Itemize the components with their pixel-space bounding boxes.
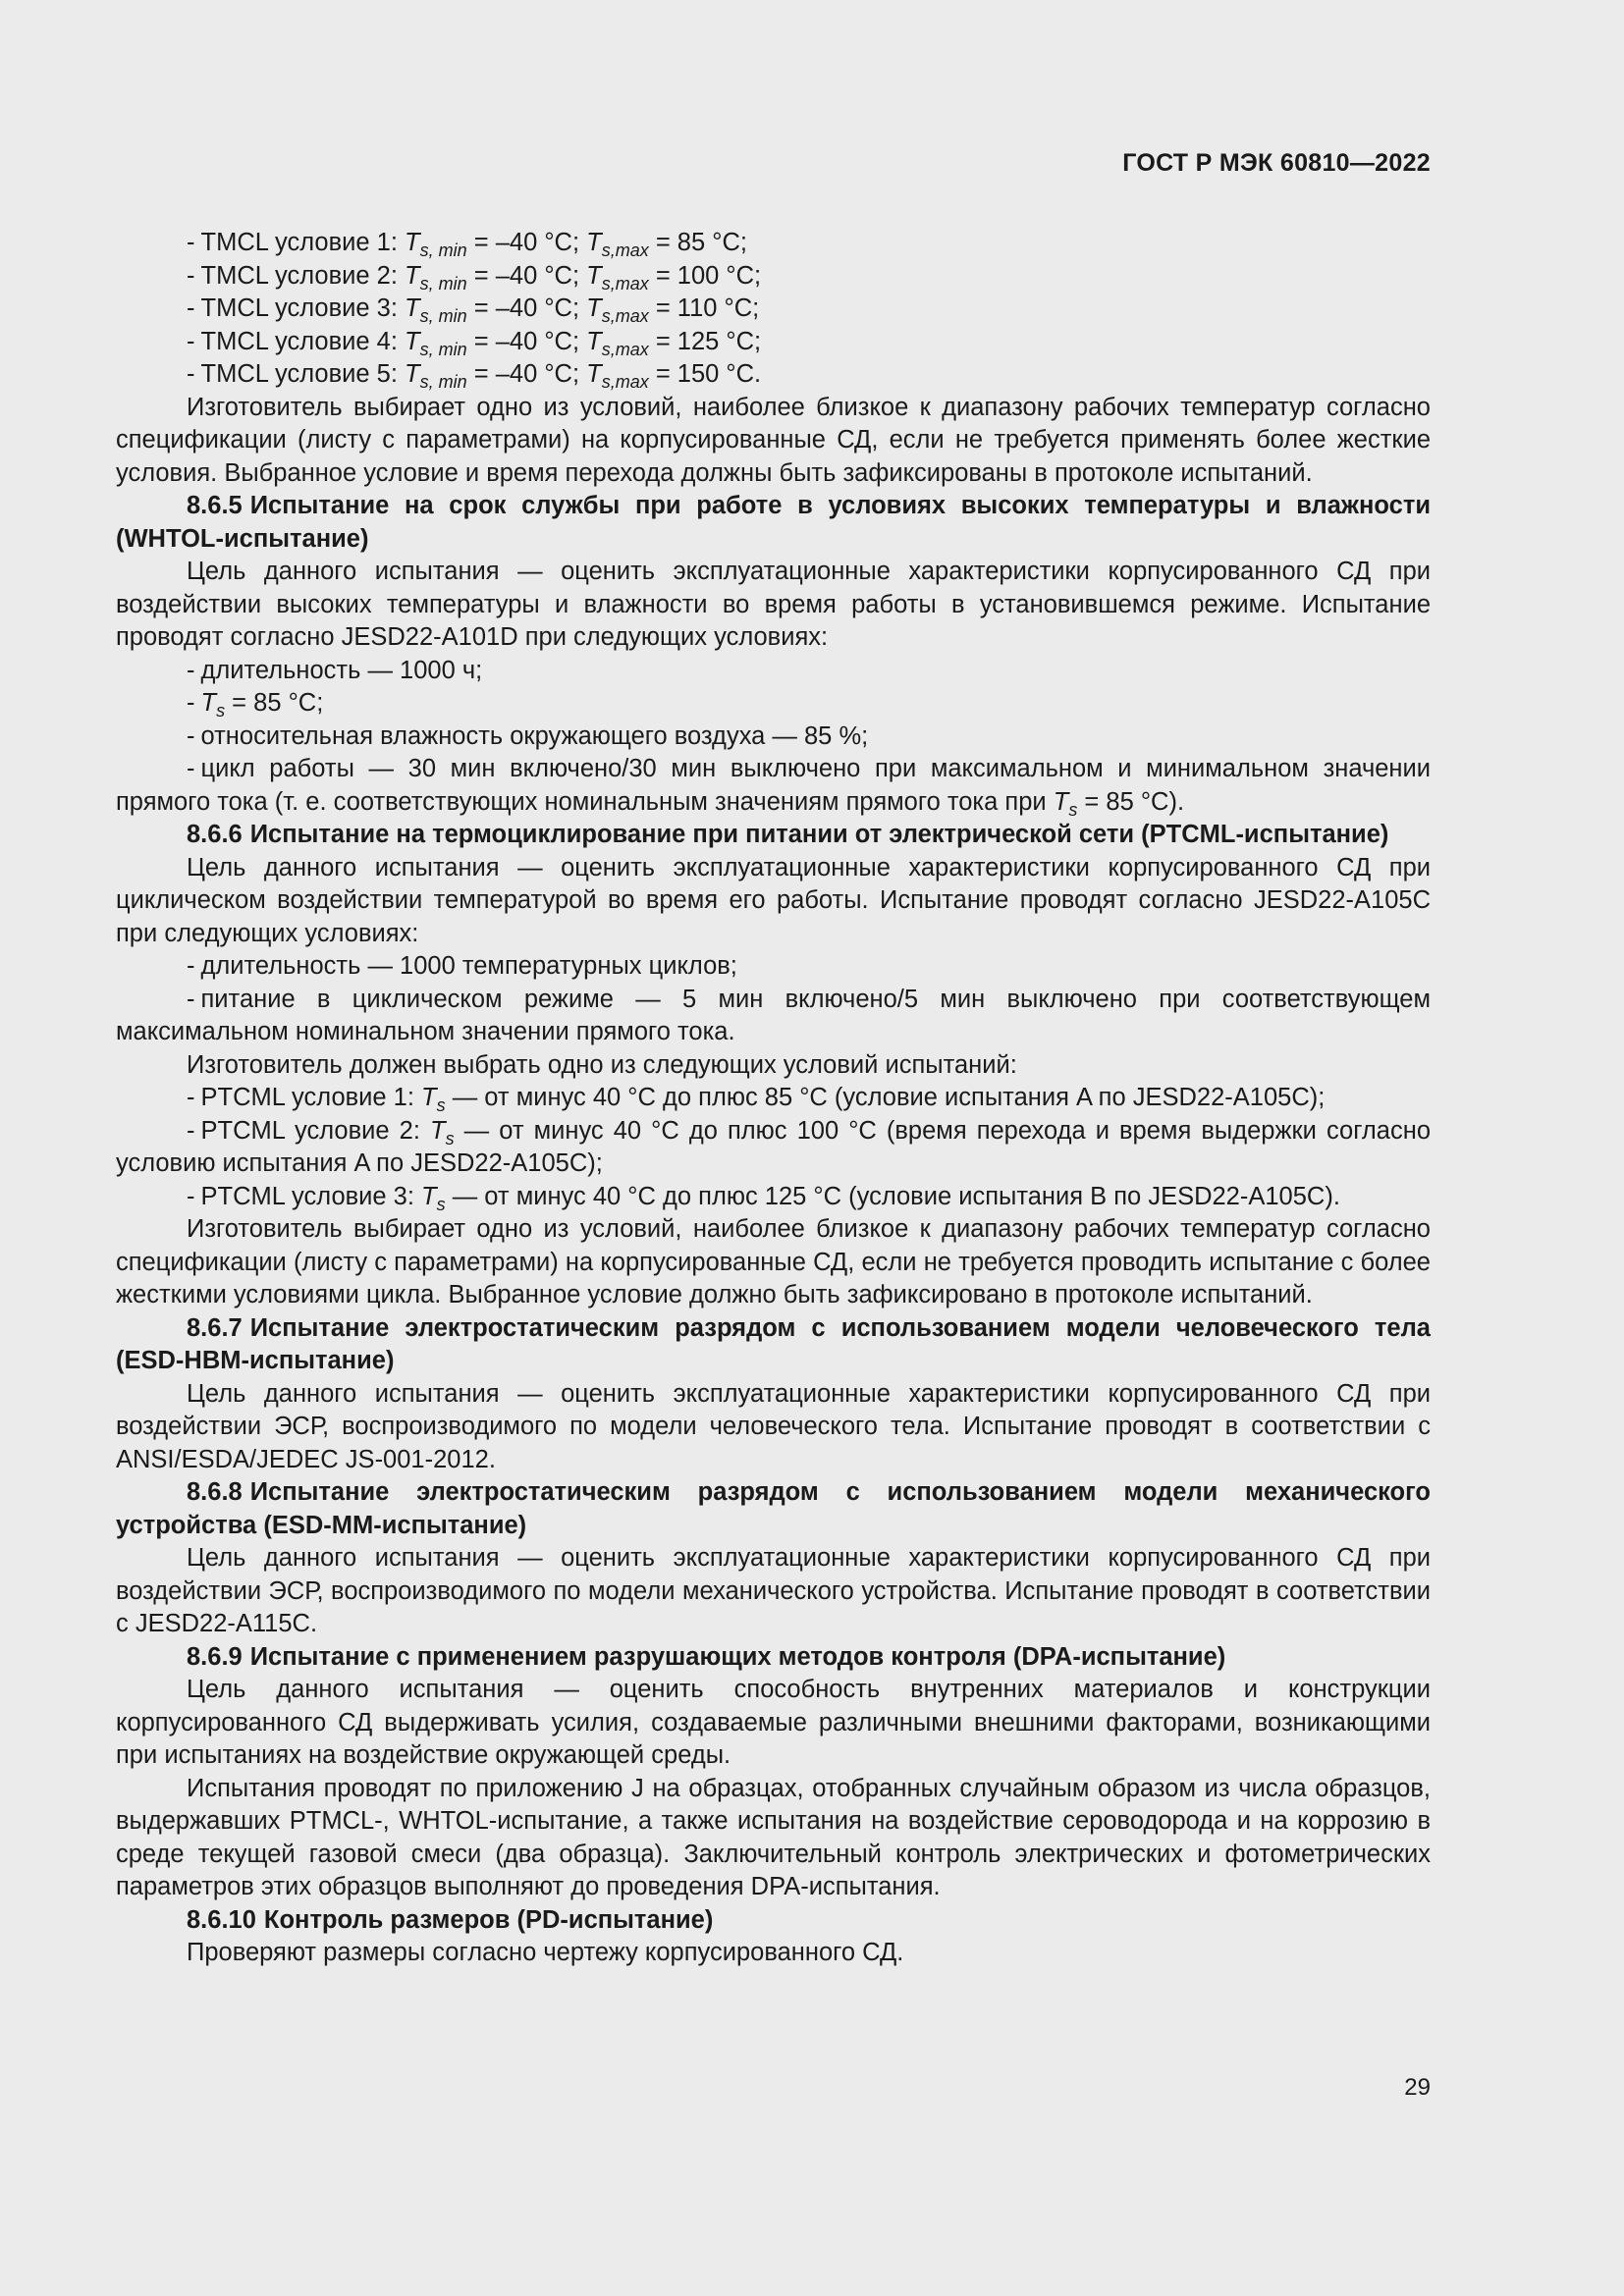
- section-heading-8-6-10: 8.6.10 Контроль размеров (PD-испытание): [187, 1905, 714, 1934]
- section-heading-8-6-5: 8.6.5 Испытание на срок службы при работе в условиях высоких температуры и влажности (WHTOL-испытание): [116, 492, 1431, 553]
- paragraph-esd-mm: Цель данного испытания — оценить эксплуатационные характеристики корпусированного СД при воздействии ЭСР, воспроизводимого по модели механического устройства. Испытание проводят в соответствии с JESD22-A115C.: [116, 1544, 1431, 1637]
- section-heading-8-6-8: 8.6.8 Испытание электростатическим разрядом с использованием модели механического устройства (ESD-MM-испытание): [116, 1478, 1431, 1539]
- tmcl-condition-5: - TMCL условие 5: $T_{s, min} = -40$ °C; $T_{s,max} = 150$ °C.: [187, 360, 762, 392]
- tmcl-condition-1: - TMCL условие 1: $T_{s, min} = -40$ °C; $T_{s,max} = 85$ °C;: [187, 229, 747, 260]
- document-code-header: ГОСТ Р МЭК 60810—2022: [1122, 149, 1431, 177]
- list-item-whtol-ts: - $T_s = 85$ °C;: [187, 689, 324, 721]
- tmcl-condition-2: - TMCL условие 2: $T_{s, min} = -40$ °C; $T_{s,max} = 100$ °C;: [187, 261, 762, 294]
- paragraph-esd-hbm: Цель данного испытания — оценить эксплуатационные характеристики корпусированного СД при воздействии ЭСР, воспроизводимого по модели человеческого тела. Испытание проводят в соответствии с ANSI/ESDA/JEDEC JS-001-2012.: [116, 1379, 1431, 1473]
- paragraph-dpa-procedure: Испытания проводят по приложению J на образцах, отобранных случайным образом из числа образцов, выдержавших PTMCL-, WHTOL-испытание, а также испытания на воздействие сероводорода и на коррозию в среде текущей газовой смеси (два образца). Заключительный контроль электрических и фотометрических параметров этих образцов выполняют до проведения DPA-испытания.: [116, 1774, 1431, 1900]
- list-item-whtol-duration: - длительность — 1000 ч;: [187, 656, 483, 684]
- paragraph-pd: Проверяют размеры согласно чертежу корпусированного СД.: [187, 1939, 904, 1966]
- page-number: 29: [1404, 2074, 1431, 2101]
- list-item-whtol-humidity: - относительная влажность окружающего воздуха — 85 %;: [187, 721, 869, 750]
- list-item-ptcml-duration: - длительность — 1000 температурных циклов;: [187, 952, 737, 980]
- list-item-ptcml-condition-1: - PTCML условие 1: $T_s$ — от минус 40 °C до плюс 85 °C (условие испытания A по JESD22-A105C);: [187, 1084, 1326, 1115]
- tmcl-condition-3: - TMCL условие 3: $T_{s, min} = -40$ °C; $T_{s,max} = 110$ °C;: [187, 294, 760, 326]
- section-heading-8-6-7: 8.6.7 Испытание электростатическим разрядом с использованием модели человеческого тела (ESD-HBM-испытание): [116, 1313, 1431, 1374]
- section-heading-8-6-6: 8.6.6 Испытание на термоциклирование при питании от электрической сети (PTCML-испытание): [187, 821, 1389, 848]
- paragraph-dpa-purpose: Цель данного испытания — оценить способность внутренних материалов и конструкции корпусированного СД выдерживать усилия, создаваемые различными внешними факторами, возникающими при испытаниях на воздействие окружающей среды.: [116, 1676, 1431, 1769]
- section-heading-8-6-9: 8.6.9 Испытание с применением разрушающих методов контроля (DPA-испытание): [187, 1642, 1226, 1671]
- paragraph-ptcml-purpose: Цель данного испытания — оценить эксплуатационные характеристики корпусированного СД при циклическом воздействии температурой во время его работы. Испытание проводят согласно JESD22-A105C при следующих условиях:: [116, 853, 1431, 947]
- page-body: [116, 227, 1431, 1970]
- paragraph-whtol-purpose: Цель данного испытания — оценить эксплуатационные характеристики корпусированного СД при воздействии высоких температуры и влажности во время работы в установившемся режиме. Испытание проводят согласно JESD22-A101D при следующих условиях:: [116, 558, 1431, 651]
- paragraph-ptcml-choice: Изготовитель выбирает одно из условий, наиболее близкое к диапазону рабочих температур согласно спецификации (листу с параметрами) на корпусированные СД, если не требуется проводить испытание с более жесткими условиями цикла. Выбранное условие должно быть зафиксировано в протоколе испытаний.: [116, 1215, 1431, 1308]
- list-item-ptcml-condition-3: - PTCML условие 3: $T_s$ — от минус 40 °C до плюс 125 °C (условие испытания B по JESD22-A105C).: [187, 1182, 1340, 1214]
- tmcl-condition-4: - TMCL условие 4: $T_{s, min} = -40$ °C; $T_{s,max} = 125$ °C;: [187, 327, 762, 359]
- list-item-whtol-cycle: - цикл работы — 30 мин включено/30 мин выключено при максимальном и минимальном значении прямого тока (т. е. соответствующих номинальным значениям прямого тока при $T_s = 85$ °C).: [116, 755, 1431, 820]
- list-item-ptcml-condition-2: - PTCML условие 2: $T_s$ — от минус 40 °C до плюс 100 °C (время перехода и время выдержки согласно условию испытания A по JESD22-A105C);: [116, 1116, 1432, 1177]
- paragraph-tmcl-choice: Изготовитель выбирает одно из условий, наиболее близкое к диапазону рабочих температур согласно спецификации (листу с параметрами) на корпусированные СД, если не требуется применять более жесткие условия. Выбранное условие и время перехода должны быть зафиксированы в протоколе испытаний.: [116, 393, 1431, 487]
- paragraph-ptcml-select: Изготовитель должен выбрать одно из следующих условий испытаний:: [187, 1050, 1017, 1079]
- list-item-ptcml-power: - питание в циклическом режиме — 5 мин включено/5 мин выключено при соответствующем максимальном номинальном значении прямого тока.: [116, 985, 1431, 1045]
- tmcl-conditions-list: [116, 227, 1431, 392]
